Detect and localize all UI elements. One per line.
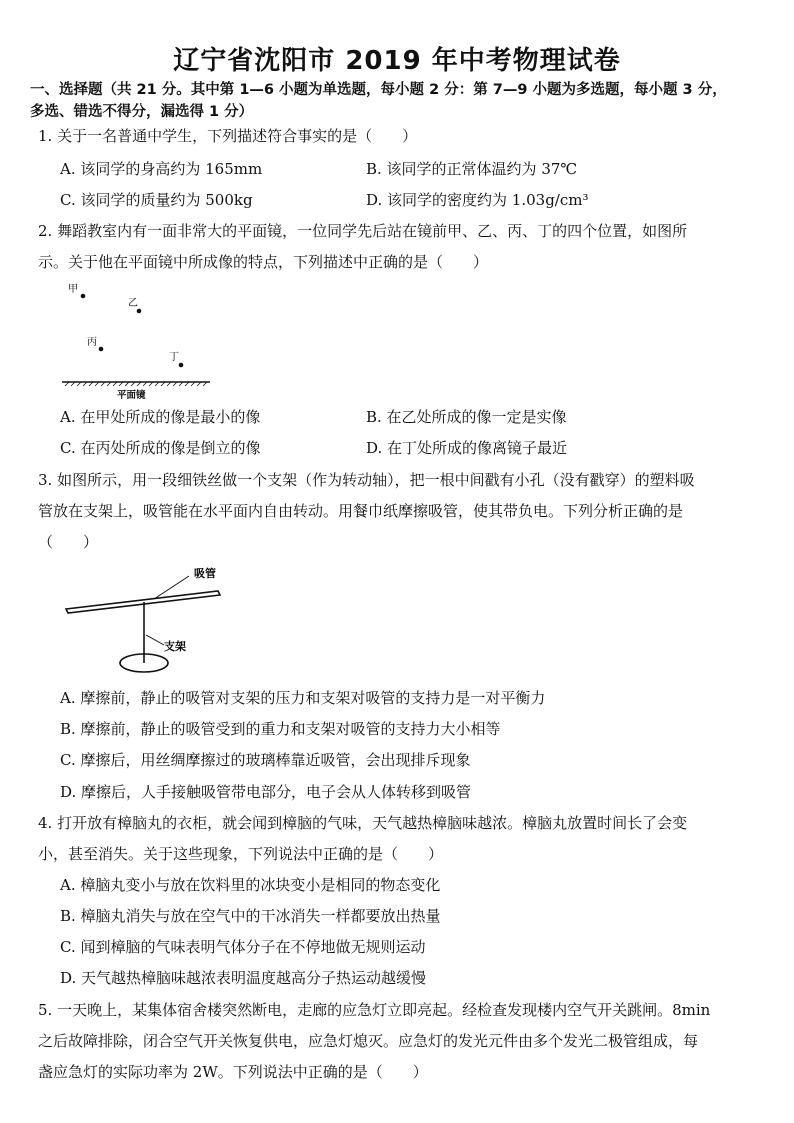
q5-stem-line1: 5. 一天晚上，某集体宿舍楼突然断电，走廊的应急灯立即亮起。经检查发现楼内空气开关跳闸。8min bbox=[38, 1001, 711, 1019]
label-ding: 丁 bbox=[169, 352, 179, 363]
q1-option-a: A. 该同学的身高约为 165mm bbox=[60, 160, 263, 178]
label-yi: 乙 bbox=[128, 298, 138, 309]
q4-option-c: C. 闻到樟脑的气味表明气体分子在不停地做无规则运动 bbox=[60, 938, 426, 956]
label-straw: 吸管 bbox=[194, 567, 216, 580]
point-yi bbox=[137, 309, 142, 314]
q5-stem-line2: 之后故障排除，闭合空气开关恢复供电，应急灯熄灭。应急灯的发光元件由多个发光二极管组成，每 bbox=[38, 1032, 699, 1050]
label-stand: 支架 bbox=[164, 640, 186, 653]
q3-option-d: D. 摩擦后，人手接触吸管带电部分，电子会从人体转移到吸管 bbox=[60, 783, 472, 801]
q3-stem-line3: （ ） bbox=[38, 533, 99, 551]
q2-option-b: B. 在乙处所成的像一定是实像 bbox=[366, 408, 567, 426]
label-bing: 丙 bbox=[87, 337, 97, 348]
q4-option-b: B. 樟脑丸消失与放在空气中的干冰消失一样都要放出热量 bbox=[60, 907, 441, 925]
q4-stem-line2: 小，甚至消失。关于这些现象，下列说法中正确的是（ ） bbox=[38, 845, 444, 863]
point-bing bbox=[99, 347, 104, 352]
q3-option-c: C. 摩擦后，用丝绸摩擦过的玻璃棒靠近吸管，会出现排斥现象 bbox=[60, 751, 471, 769]
section-heading-line2: 多选、错选不得分，漏选得 1 分） bbox=[30, 104, 254, 120]
straw-shape bbox=[66, 591, 220, 613]
label-jia: 甲 bbox=[68, 284, 78, 295]
label-mirror: 平面镜 bbox=[117, 390, 146, 401]
q3-stem-line1: 3. 如图所示，用一段细铁丝做一个支架（作为转动轴），把一根中间戳有小孔（没有戳穿）的塑料吸 bbox=[38, 471, 695, 489]
q4-stem-line1: 4. 打开放有樟脑丸的衣柜，就会闻到樟脑的气味，天气越热樟脑味越浓。樟脑丸放置时间长了会变 bbox=[38, 814, 688, 832]
q1-option-c: C. 该同学的质量约为 500kg bbox=[60, 191, 253, 209]
q2-option-d: D. 在丁处所成的像离镜子最近 bbox=[366, 439, 568, 457]
q2-option-c: C. 在丙处所成的像是倒立的像 bbox=[60, 439, 261, 457]
q3-stem-line2: 管放在支架上，吸管能在水平面内自由转动。用餐巾纸摩擦吸管，使其带负电。下列分析正确的是 bbox=[38, 502, 684, 520]
q3-straw-figure bbox=[60, 565, 240, 680]
q3-option-b: B. 摩擦前，静止的吸管受到的重力和支架对吸管的支持力大小相等 bbox=[60, 720, 501, 738]
q2-stem-line1: 2. 舞蹈教室内有一面非常大的平面镜，一位同学先后站在镜前甲、乙、丙、丁的四个位置，如图所 bbox=[38, 222, 688, 240]
q4-option-d: D. 天气越热樟脑味越浓表明温度越高分子热运动越缓慢 bbox=[60, 969, 427, 987]
point-jia bbox=[81, 294, 86, 299]
q5-stem-line3: 盏应急灯的实际功率为 2W。下列说法中正确的是（ ） bbox=[38, 1063, 428, 1081]
point-ding bbox=[179, 363, 184, 368]
q4-option-a: A. 樟脑丸变小与放在饮料里的冰块变小是相同的物态变化 bbox=[60, 876, 441, 894]
section-heading-line1: 一、选择题（共 21 分。其中第 1—6 小题为单选题，每小题 2 分：第 7—9 小题为多选题，每小题 3 分， bbox=[30, 82, 727, 98]
stand-leader-line bbox=[146, 635, 164, 645]
page-title: 辽宁省沈阳市 2019 年中考物理试卷 bbox=[173, 46, 621, 76]
q1-option-b: B. 该同学的正常体温约为 37℃ bbox=[366, 160, 578, 178]
q3-option-a: A. 摩擦前，静止的吸管对支架的压力和支架对吸管的支持力是一对平衡力 bbox=[60, 689, 546, 707]
q2-stem-line2: 示。关于他在平面镜中所成像的特点，下列描述中正确的是（ ） bbox=[38, 253, 489, 271]
q2-mirror-figure bbox=[55, 280, 225, 405]
q2-option-a: A. 在甲处所成的像是最小的像 bbox=[60, 408, 261, 426]
q1-stem: 1. 关于一名普通中学生，下列描述符合事实的是（ ） bbox=[38, 127, 418, 145]
q1-option-d: D. 该同学的密度约为 1.03g/cm³ bbox=[366, 191, 589, 209]
